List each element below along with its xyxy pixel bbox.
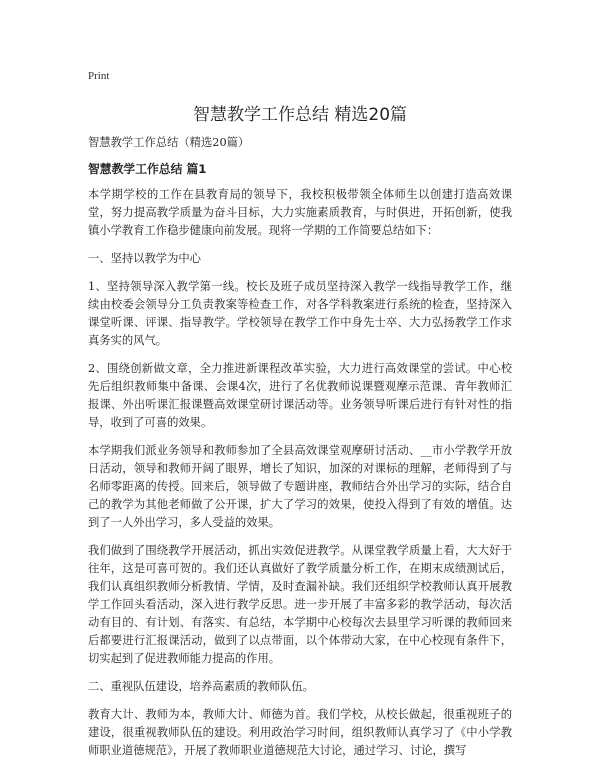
document-subtitle: 智慧教学工作总结（精选20篇）	[88, 136, 250, 149]
section-title: 智慧教学工作总结 篇1	[88, 162, 207, 176]
paragraph-leadership: 1、坚持领导深入教学第一线。校长及班子成员坚持深入教学一线指导教学工作，继续由校委会领导分工负责教案等检查工作，对各学科教案进行系统的检查，坚持深入课堂听课、评课、指导教学。学校领导在教学工作中身先士卒、大力弘扬教学工作求真务实的风气。	[88, 280, 512, 347]
paragraph-intro: 本学期学校的工作在县教育局的领导下，我校积极带领全体师生以创建打造高效课堂，努力提高教学质量为奋斗目标，大力实施素质教育，与时俱进，开拓创新，使我镇小学教育工作稳步健康向前发展。现将一学期的工作简要总结如下：	[88, 188, 512, 237]
paragraph-activities: 我们做到了围绕教学开展活动，抓出实效促进教学。从课堂教学质量上看，大大好于往年，这是可喜可贺的。我们还认真做好了教学质量分析工作，在期末成绩测试后，我们认真组织教师分析教情、学情，及时查漏补缺。我们还组织学校教师认真开展教学工作回头看活动，深入进行教学反思。进一步开展了丰富多彩的教学活动，每次活动有目的、有计划、有落实、有总结，本学期中心校每次去县里学习听课的教师回来后都要进行汇报课活动，做到了以点带面，以个体带动大家，在中心校现有条件下，切实起到了促进教师能力提高的作用。	[88, 544, 512, 665]
heading-team-building: 二、重视队伍建设，培养高素质的教师队伍。	[88, 680, 314, 693]
paragraph-observation: 本学期我们派业务领导和教师参加了全县高效课堂观摩研讨活动、__市小学教学开放日活动，领导和教师开阔了眼界，增长了知识，加深的对课标的理解，老师得到了与名师零距离的传授。回来后，领导做了专题讲座，教师结合外出学习的实际，结合自己的教学为其他老师做了公开课，扩大了学习的效果，使投入得到了有效的增值。达到了一人外出学习，多人受益的效果。	[88, 444, 512, 529]
paragraph-innovation: 2、围绕创新做文章，全力推进新课程改革实验，大力进行高效课堂的尝试。中心校先后组织教师集中备课、会课4次，进行了名优教师说课暨观摩示范课、青年教师汇报课、外出听课汇报课暨高效课堂研讨课活动等。业务领导听课后进行有针对性的指导，收到了可喜的效果。	[88, 362, 512, 429]
page-title: 智慧教学工作总结 精选20篇	[192, 105, 408, 125]
paragraph-ethics: 教育大计、教师为本，教师大计、师德为首。我们学校，从校长做起，很重视班子的建设，很重视教师队伍的建设。利用政治学习时间，组织教师认真学习了《中小学教师职业道德规范》，开展了教师职业道德规范大讨论，通过学习、讨论，撰写	[88, 708, 512, 757]
document-body	[88, 134, 512, 770]
print-link[interactable]: Print	[88, 70, 110, 82]
heading-teaching-center: 一、坚持以教学为中心	[88, 252, 201, 265]
